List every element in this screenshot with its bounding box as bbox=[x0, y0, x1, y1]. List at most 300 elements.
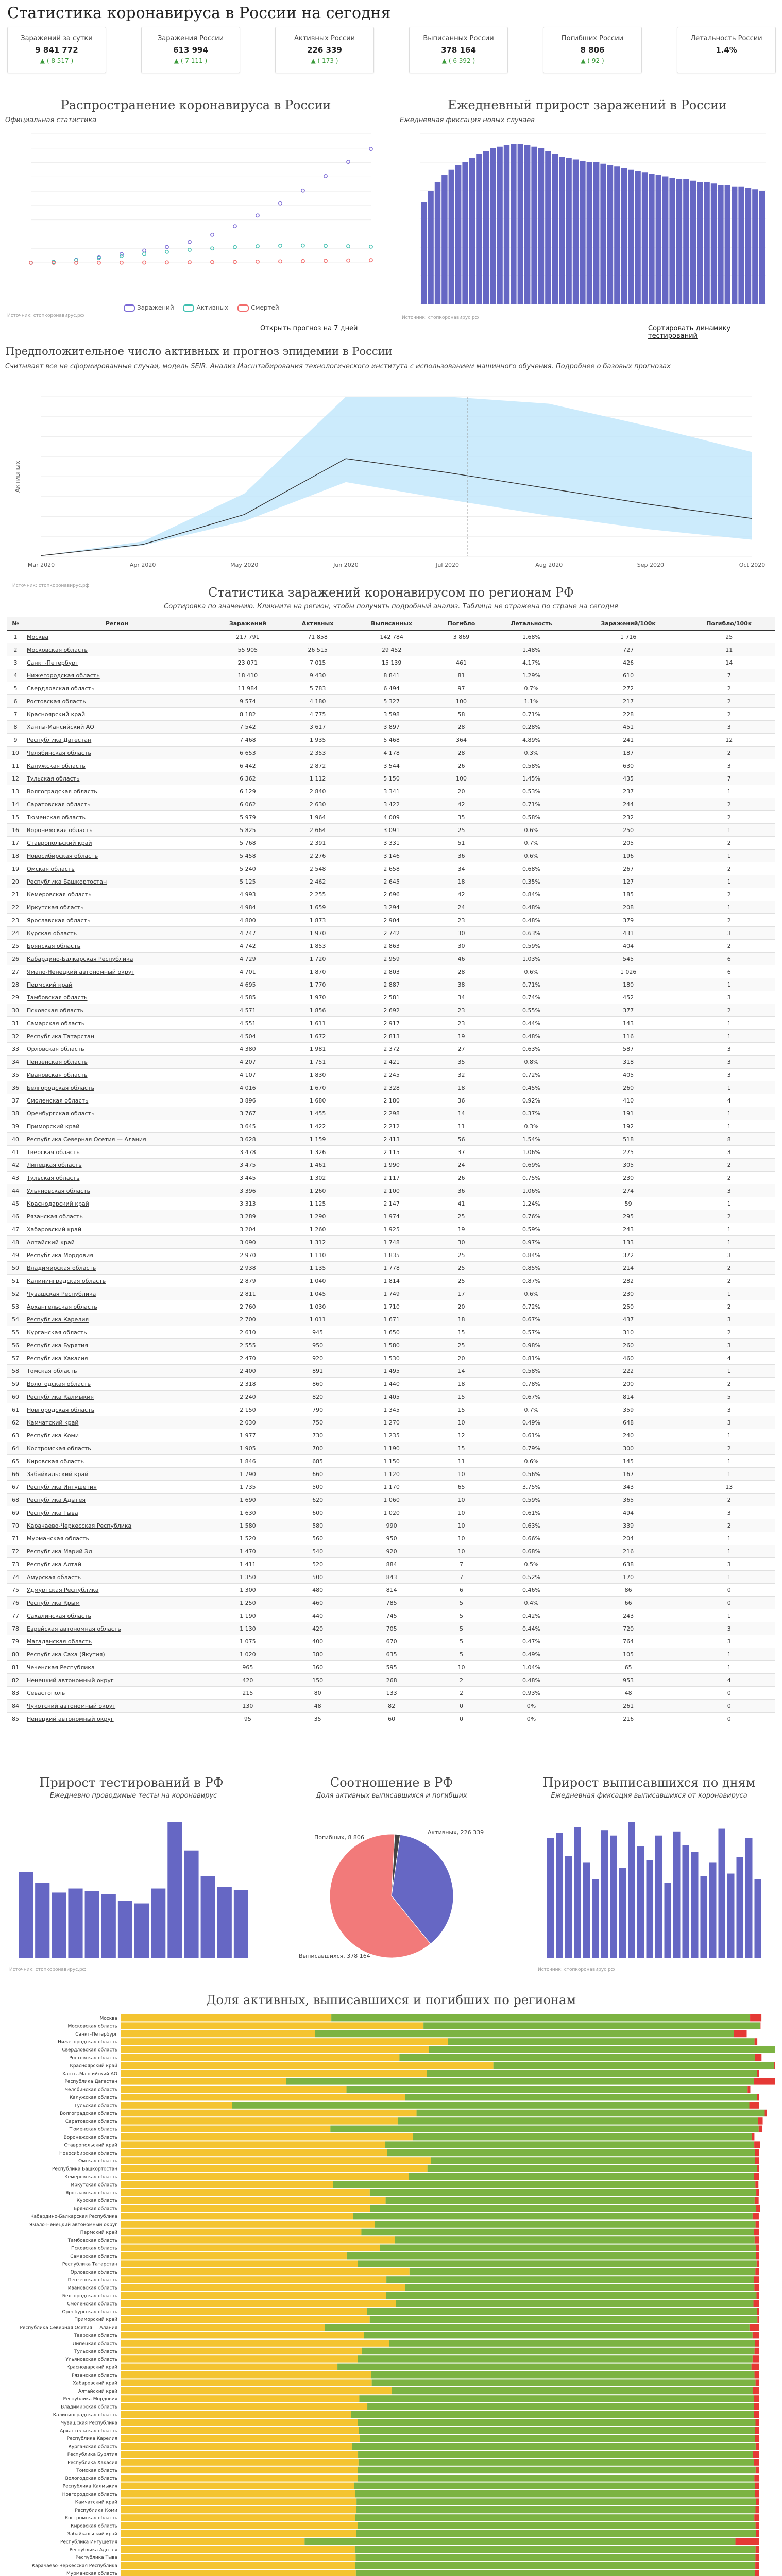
table-row[interactable] bbox=[7, 1030, 775, 1043]
table-row[interactable] bbox=[7, 1197, 775, 1210]
deaths-segment bbox=[756, 2467, 759, 2473]
table-row[interactable] bbox=[7, 1017, 775, 1030]
table-row[interactable] bbox=[7, 695, 775, 708]
deaths-segment bbox=[754, 2514, 759, 2521]
table-row[interactable] bbox=[7, 1687, 775, 1700]
forecast-subtitle-link[interactable]: Подробнее о базовых прогнозах bbox=[555, 363, 671, 370]
table-row[interactable] bbox=[7, 734, 775, 747]
table-row[interactable] bbox=[7, 811, 775, 824]
table-row[interactable] bbox=[7, 837, 775, 850]
table-row[interactable] bbox=[7, 1545, 775, 1558]
region-link[interactable]: Республика Коми bbox=[24, 1429, 210, 1442]
region-link[interactable]: Тюменская область bbox=[24, 811, 210, 824]
deaths-segment bbox=[753, 2451, 759, 2458]
table-cell: 29 bbox=[7, 991, 24, 1004]
region-link[interactable]: Вологодская область bbox=[24, 1378, 210, 1391]
table-row[interactable] bbox=[7, 1519, 775, 1532]
table-row[interactable] bbox=[7, 1455, 775, 1468]
deaths-segment bbox=[754, 2141, 760, 2148]
table-row[interactable] bbox=[7, 875, 775, 888]
table-row[interactable] bbox=[7, 1081, 775, 1094]
region-link[interactable]: Кемеровская область bbox=[24, 888, 210, 901]
region-link[interactable]: Ярославская область bbox=[24, 914, 210, 927]
region-link[interactable]: Республика Крым bbox=[24, 1597, 210, 1609]
region-link[interactable]: Воронежская область bbox=[24, 824, 210, 837]
table-row[interactable] bbox=[7, 1172, 775, 1184]
col-header[interactable]: Заражений bbox=[210, 617, 285, 630]
table-cell: 65 bbox=[7, 1455, 24, 1468]
region-link[interactable]: Свердловская область bbox=[24, 682, 210, 695]
table-cell: 595 bbox=[350, 1661, 433, 1674]
table-row[interactable] bbox=[7, 1378, 775, 1391]
table-cell: 0.72% bbox=[489, 1300, 573, 1313]
deaths-segment bbox=[755, 2427, 759, 2434]
region-link[interactable]: Республика Карелия bbox=[24, 1313, 210, 1326]
region-link[interactable]: Республика Калмыкия bbox=[24, 1391, 210, 1403]
table-row[interactable] bbox=[7, 1210, 775, 1223]
region-link[interactable]: Московская область bbox=[24, 643, 210, 656]
region-link[interactable]: Орловская область bbox=[24, 1043, 210, 1056]
table-row[interactable] bbox=[7, 785, 775, 798]
table-cell: 30 bbox=[433, 927, 489, 940]
col-header[interactable]: Погибло/100к bbox=[684, 617, 775, 630]
table-cell: 0.28% bbox=[489, 721, 573, 734]
bar bbox=[619, 1868, 626, 1958]
table-row[interactable] bbox=[7, 1043, 775, 1056]
table-row[interactable] bbox=[7, 1287, 775, 1300]
table-cell: 4 207 bbox=[210, 1056, 285, 1069]
col-header[interactable]: Выписанных bbox=[350, 617, 433, 630]
region-link[interactable]: Пермский край bbox=[24, 978, 210, 991]
region-link[interactable]: Новгородская область bbox=[24, 1403, 210, 1416]
col-header[interactable]: Заражений/100к bbox=[573, 617, 684, 630]
active-segment bbox=[121, 2213, 353, 2219]
table-row[interactable] bbox=[7, 1584, 775, 1597]
table-row[interactable] bbox=[7, 1236, 775, 1249]
region-link[interactable]: Краснодарский край bbox=[24, 1197, 210, 1210]
table-row[interactable] bbox=[7, 747, 775, 759]
table-row[interactable] bbox=[7, 850, 775, 862]
bar bbox=[690, 181, 696, 304]
table-cell: 243 bbox=[573, 1223, 684, 1236]
table-cell: 410 bbox=[573, 1094, 684, 1107]
recovered-segment bbox=[347, 2086, 748, 2093]
region-link[interactable]: Кабардино-Балкарская Республика bbox=[24, 953, 210, 965]
table-cell: 920 bbox=[350, 1545, 433, 1558]
region-link[interactable]: Ямало-Ненецкий автономный округ bbox=[24, 965, 210, 978]
table-row[interactable] bbox=[7, 862, 775, 875]
region-link[interactable]: Ростовская область bbox=[24, 695, 210, 708]
table-cell: 1 075 bbox=[210, 1635, 285, 1648]
region-link[interactable]: Челябинская область bbox=[24, 747, 210, 759]
table-cell: 520 bbox=[285, 1558, 350, 1571]
table-cell: 268 bbox=[350, 1674, 433, 1687]
region-link[interactable]: Севастополь bbox=[24, 1687, 210, 1700]
table-row[interactable] bbox=[7, 1661, 775, 1674]
region-link[interactable]: Ульяновская область bbox=[24, 1184, 210, 1197]
table-cell: 4 bbox=[684, 1352, 775, 1365]
table-row[interactable] bbox=[7, 1429, 775, 1442]
table-row[interactable] bbox=[7, 1107, 775, 1120]
table-row[interactable] bbox=[7, 927, 775, 940]
col-header[interactable]: Погибло bbox=[433, 617, 489, 630]
table-cell: 6 bbox=[7, 695, 24, 708]
region-link[interactable]: Костромская область bbox=[24, 1442, 210, 1455]
table-row[interactable] bbox=[7, 1365, 775, 1378]
table-cell: 685 bbox=[285, 1455, 350, 1468]
table-cell: 4 800 bbox=[210, 914, 285, 927]
region-link[interactable]: Владимирская область bbox=[24, 1262, 210, 1275]
legend-item[interactable] bbox=[124, 304, 174, 312]
active-segment bbox=[121, 2236, 395, 2243]
table-cell: 76 bbox=[7, 1597, 24, 1609]
card-value: 1.4% bbox=[716, 45, 737, 55]
table-cell: 0.4% bbox=[489, 1597, 573, 1609]
region-link[interactable]: Ставропольский край bbox=[24, 837, 210, 850]
table-cell: 343 bbox=[573, 1481, 684, 1494]
table-row[interactable] bbox=[7, 1532, 775, 1545]
table-cell: 143 bbox=[573, 1017, 684, 1030]
region-link[interactable]: Оренбургская область bbox=[24, 1107, 210, 1120]
bar bbox=[628, 170, 634, 304]
region-link[interactable]: Красноярский край bbox=[24, 708, 210, 721]
table-row[interactable] bbox=[7, 1300, 775, 1313]
table-cell: 0.71% bbox=[489, 708, 573, 721]
region-link[interactable]: Сахалинская область bbox=[24, 1609, 210, 1622]
table-row[interactable] bbox=[7, 901, 775, 914]
region-link[interactable]: Республика Дагестан bbox=[24, 734, 210, 747]
table-cell: 3 bbox=[684, 1056, 775, 1069]
table-row[interactable] bbox=[7, 1184, 775, 1197]
table-cell: 2 147 bbox=[350, 1197, 433, 1210]
region-link[interactable]: Белгородская область bbox=[24, 1081, 210, 1094]
table-cell: 2 555 bbox=[210, 1339, 285, 1352]
region-link[interactable]: Пензенская область bbox=[24, 1056, 210, 1069]
table-row[interactable] bbox=[7, 824, 775, 837]
series-point bbox=[165, 250, 168, 253]
region-label: Приморский край bbox=[74, 2317, 117, 2323]
table-cell: 0.68% bbox=[489, 1545, 573, 1558]
region-link[interactable]: Липецкая область bbox=[24, 1159, 210, 1172]
region-link[interactable]: Республика Северная Осетия — Алания bbox=[24, 1133, 210, 1146]
region-link[interactable]: Республика Бурятия bbox=[24, 1339, 210, 1352]
table-cell: 0.84% bbox=[489, 1249, 573, 1262]
region-link[interactable]: Хабаровский край bbox=[24, 1223, 210, 1236]
table-cell: 1 bbox=[684, 1455, 775, 1468]
table-cell: 953 bbox=[573, 1674, 684, 1687]
region-label: Архангельская область bbox=[60, 2428, 117, 2434]
table-cell: 1 830 bbox=[285, 1069, 350, 1081]
region-link[interactable]: Республика Марий Эл bbox=[24, 1545, 210, 1558]
table-cell: 0.66% bbox=[489, 1532, 573, 1545]
table-row[interactable] bbox=[7, 978, 775, 991]
region-link[interactable]: Новосибирская область bbox=[24, 850, 210, 862]
bar bbox=[607, 165, 613, 304]
col-header[interactable]: Активных bbox=[285, 617, 350, 630]
region-link[interactable]: Тульская область bbox=[24, 772, 210, 785]
table-row[interactable] bbox=[7, 1506, 775, 1519]
table-cell: 2 117 bbox=[350, 1172, 433, 1184]
region-link[interactable]: Республика Алтай bbox=[24, 1558, 210, 1571]
region-link[interactable]: Удмуртская Республика bbox=[24, 1584, 210, 1597]
region-link[interactable]: Ненецкий автономный округ bbox=[24, 1713, 210, 1725]
table-cell: 21 bbox=[7, 888, 24, 901]
table-row[interactable] bbox=[7, 1094, 775, 1107]
table-row[interactable] bbox=[7, 940, 775, 953]
region-link[interactable]: Приморский край bbox=[24, 1120, 210, 1133]
table-row[interactable] bbox=[7, 1339, 775, 1352]
table-row[interactable] bbox=[7, 1275, 775, 1287]
region-link[interactable]: Карачаево-Черкесская Республика bbox=[24, 1519, 210, 1532]
table-row[interactable] bbox=[7, 1313, 775, 1326]
table-row[interactable] bbox=[7, 1700, 775, 1713]
table-cell: 237 bbox=[573, 785, 684, 798]
table-cell: 1 720 bbox=[285, 953, 350, 965]
col-header[interactable]: Летальность bbox=[489, 617, 573, 630]
recovered-segment bbox=[494, 2062, 774, 2069]
region-link[interactable]: Камчатский край bbox=[24, 1416, 210, 1429]
table-row[interactable] bbox=[7, 1223, 775, 1236]
table-row[interactable] bbox=[7, 953, 775, 965]
col-header[interactable]: Регион bbox=[24, 617, 210, 630]
table-row[interactable] bbox=[7, 1571, 775, 1584]
table-row[interactable] bbox=[7, 1481, 775, 1494]
table-row[interactable] bbox=[7, 1262, 775, 1275]
region-link[interactable]: Самарская область bbox=[24, 1017, 210, 1030]
table-cell: 1 112 bbox=[285, 772, 350, 785]
table-cell: 82 bbox=[350, 1700, 433, 1713]
region-link[interactable]: Кировская область bbox=[24, 1455, 210, 1468]
region-link[interactable]: Брянская область bbox=[24, 940, 210, 953]
region-link[interactable]: Рязанская область bbox=[24, 1210, 210, 1223]
table-row[interactable] bbox=[7, 669, 775, 682]
table-row[interactable] bbox=[7, 1622, 775, 1635]
region-link[interactable]: Республика Тыва bbox=[24, 1506, 210, 1519]
table-cell: 13 bbox=[684, 1481, 775, 1494]
region-label: Вологодская область bbox=[65, 2476, 117, 2482]
col-header[interactable]: № bbox=[7, 617, 24, 630]
table-row[interactable] bbox=[7, 1635, 775, 1648]
table-row[interactable] bbox=[7, 643, 775, 656]
region-link[interactable]: Ханты-Мансийский АО bbox=[24, 721, 210, 734]
table-cell: 48 bbox=[7, 1236, 24, 1249]
table-row[interactable] bbox=[7, 1120, 775, 1133]
recovered-segment bbox=[371, 2371, 754, 2378]
table-row[interactable] bbox=[7, 759, 775, 772]
region-link[interactable]: Чукотский автономный округ bbox=[24, 1700, 210, 1713]
table-row[interactable] bbox=[7, 991, 775, 1004]
region-link[interactable]: Магаданская область bbox=[24, 1635, 210, 1648]
active-segment bbox=[121, 2506, 356, 2513]
region-link[interactable]: Курганская область bbox=[24, 1326, 210, 1339]
table-row[interactable] bbox=[7, 1403, 775, 1416]
region-link[interactable]: Амурская область bbox=[24, 1571, 210, 1584]
bar bbox=[476, 154, 482, 304]
table-row[interactable] bbox=[7, 965, 775, 978]
region-link[interactable]: Иркутская область bbox=[24, 901, 210, 914]
table-row[interactable] bbox=[7, 1494, 775, 1506]
region-link[interactable]: Саратовская область bbox=[24, 798, 210, 811]
table-row[interactable] bbox=[7, 798, 775, 811]
shares-title: Доля активных, выписавшихся и погибших по регионам bbox=[206, 1993, 576, 2007]
table-cell: 9 430 bbox=[285, 669, 350, 682]
table-cell: 2 bbox=[433, 1687, 489, 1700]
forecast-7-days-link[interactable]: Открыть прогноз на 7 дней bbox=[260, 325, 358, 332]
region-link[interactable]: Ивановская область bbox=[24, 1069, 210, 1081]
deaths-segment bbox=[757, 2165, 759, 2172]
region-link[interactable]: Республика Башкортостан bbox=[24, 875, 210, 888]
table-cell: 0.6% bbox=[489, 1455, 573, 1468]
region-link[interactable]: Тульская область bbox=[24, 1172, 210, 1184]
table-cell: 1 bbox=[684, 1545, 775, 1558]
region-link[interactable]: Республика Ингушетия bbox=[24, 1481, 210, 1494]
table-row[interactable] bbox=[7, 1468, 775, 1481]
table-row[interactable] bbox=[7, 772, 775, 785]
region-link[interactable]: Калининградская область bbox=[24, 1275, 210, 1287]
series-point bbox=[256, 245, 259, 248]
table-row[interactable] bbox=[7, 1146, 775, 1159]
table-cell: 261 bbox=[573, 1700, 684, 1713]
table-cell: 1 870 bbox=[285, 965, 350, 978]
region-link[interactable]: Чеченская Республика bbox=[24, 1661, 210, 1674]
series-point bbox=[188, 248, 191, 251]
table-cell: 0.7% bbox=[489, 837, 573, 850]
region-link[interactable]: Алтайский край bbox=[24, 1236, 210, 1249]
table-row[interactable] bbox=[7, 1558, 775, 1571]
region-link[interactable]: Волгоградская область bbox=[24, 785, 210, 798]
card-lethality bbox=[677, 27, 776, 73]
deaths-segment bbox=[755, 2181, 758, 2188]
region-link[interactable]: Республика Адыгея bbox=[24, 1494, 210, 1506]
table-row[interactable] bbox=[7, 656, 775, 669]
table-row[interactable] bbox=[7, 1648, 775, 1661]
table-row[interactable] bbox=[7, 1069, 775, 1081]
region-link[interactable]: Еврейская автономная область bbox=[24, 1622, 210, 1635]
table-row[interactable] bbox=[7, 1249, 775, 1262]
table-cell: 4 009 bbox=[350, 811, 433, 824]
deaths-segment bbox=[756, 2419, 759, 2426]
deaths-segment bbox=[755, 2236, 759, 2243]
table-cell: 1 260 bbox=[285, 1223, 350, 1236]
table-cell: 1 bbox=[684, 1236, 775, 1249]
table-row[interactable] bbox=[7, 1597, 775, 1609]
table-cell: 4 bbox=[684, 1094, 775, 1107]
region-link[interactable]: Республика Саха (Якутия) bbox=[24, 1648, 210, 1661]
table-cell: 1 bbox=[7, 630, 24, 643]
table-cell: 23 071 bbox=[210, 656, 285, 669]
region-link[interactable]: Мурманская область bbox=[24, 1532, 210, 1545]
table-row[interactable] bbox=[7, 1609, 775, 1622]
legend-item[interactable] bbox=[237, 304, 279, 312]
region-link[interactable]: Санкт-Петербург bbox=[24, 656, 210, 669]
region-link[interactable]: Архангельская область bbox=[24, 1300, 210, 1313]
table-cell: 10 bbox=[433, 1532, 489, 1545]
table-cell: 2 696 bbox=[350, 888, 433, 901]
table-row[interactable] bbox=[7, 682, 775, 695]
bar bbox=[755, 1879, 762, 1958]
table-row[interactable] bbox=[7, 1416, 775, 1429]
table-cell: 133 bbox=[573, 1236, 684, 1249]
region-link[interactable]: Москва bbox=[24, 630, 210, 643]
table-cell: 518 bbox=[573, 1133, 684, 1146]
region-link[interactable]: Тверская область bbox=[24, 1146, 210, 1159]
table-cell: 5 bbox=[433, 1648, 489, 1661]
table-row[interactable] bbox=[7, 1133, 775, 1146]
tests-dynamics-link[interactable]: Сортировать динамику тестирований bbox=[648, 325, 731, 340]
table-cell: 3 341 bbox=[350, 785, 433, 798]
table-cell: 1 530 bbox=[350, 1352, 433, 1365]
table-cell: 727 bbox=[573, 643, 684, 656]
table-cell: 4 107 bbox=[210, 1069, 285, 1081]
table-cell: 0.58% bbox=[489, 759, 573, 772]
region-link[interactable]: Чувашская Республика bbox=[24, 1287, 210, 1300]
table-cell: 28 bbox=[433, 965, 489, 978]
table-row[interactable] bbox=[7, 1159, 775, 1172]
table-row[interactable] bbox=[7, 914, 775, 927]
table-cell: 0.44% bbox=[489, 1622, 573, 1635]
table-cell: 1 bbox=[684, 1648, 775, 1661]
region-link[interactable]: Ненецкий автономный округ bbox=[24, 1674, 210, 1687]
series-point bbox=[165, 245, 168, 248]
region-link[interactable]: Нижегородская область bbox=[24, 669, 210, 682]
region-link[interactable]: Республика Хакасия bbox=[24, 1352, 210, 1365]
table-cell: 670 bbox=[350, 1635, 433, 1648]
region-link[interactable]: Республика Мордовия bbox=[24, 1249, 210, 1262]
region-link[interactable]: Псковская область bbox=[24, 1004, 210, 1017]
table-row[interactable] bbox=[7, 888, 775, 901]
table-row[interactable] bbox=[7, 1674, 775, 1687]
table-cell: 133 bbox=[350, 1687, 433, 1700]
active-segment bbox=[121, 2078, 286, 2084]
table-row[interactable] bbox=[7, 1442, 775, 1455]
table-cell: 3 896 bbox=[210, 1094, 285, 1107]
recovered-segment bbox=[356, 2570, 755, 2576]
table-cell: 635 bbox=[350, 1648, 433, 1661]
series-point bbox=[369, 147, 372, 150]
table-row[interactable] bbox=[7, 1326, 775, 1339]
table-row[interactable] bbox=[7, 1391, 775, 1403]
table-cell: 1.48% bbox=[489, 643, 573, 656]
deaths-segment bbox=[736, 2538, 759, 2545]
recovered-segment bbox=[347, 2252, 756, 2259]
legend-item[interactable] bbox=[183, 304, 228, 312]
active-segment bbox=[121, 2054, 399, 2061]
deaths-segment bbox=[756, 2245, 759, 2251]
table-row[interactable] bbox=[7, 1056, 775, 1069]
region-link[interactable]: Республика Татарстан bbox=[24, 1030, 210, 1043]
card-change: ▲ ( 7 111 ) bbox=[174, 57, 208, 64]
table-row[interactable] bbox=[7, 1352, 775, 1365]
table-row[interactable] bbox=[7, 708, 775, 721]
table-cell: 1 846 bbox=[210, 1455, 285, 1468]
region-link[interactable]: Тамбовская область bbox=[24, 991, 210, 1004]
bar bbox=[559, 157, 565, 304]
region-link[interactable]: Смоленская область bbox=[24, 1094, 210, 1107]
table-row[interactable] bbox=[7, 1004, 775, 1017]
table-row[interactable] bbox=[7, 721, 775, 734]
table-row[interactable] bbox=[7, 630, 775, 643]
region-link[interactable]: Курская область bbox=[24, 927, 210, 940]
region-link[interactable]: Томская область bbox=[24, 1365, 210, 1378]
table-row[interactable] bbox=[7, 1713, 775, 1725]
region-link[interactable]: Забайкальский край bbox=[24, 1468, 210, 1481]
table-cell: 4.89% bbox=[489, 734, 573, 747]
region-link[interactable]: Омская область bbox=[24, 862, 210, 875]
region-link[interactable]: Калужская область bbox=[24, 759, 210, 772]
table-cell: 3 bbox=[684, 1416, 775, 1429]
table-cell: 0 bbox=[684, 1700, 775, 1713]
bar bbox=[593, 162, 599, 304]
